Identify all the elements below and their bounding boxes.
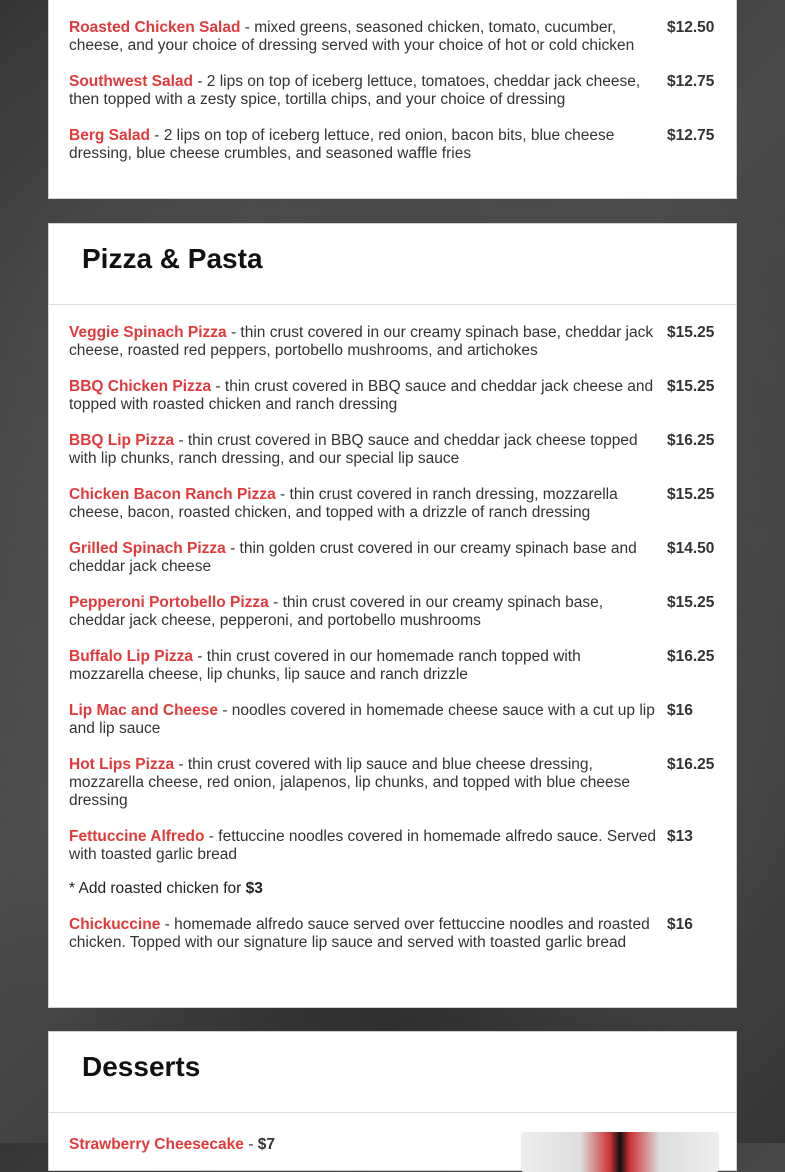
item-price: $16 xyxy=(667,916,693,933)
item-name: Pepperoni Portobello Pizza xyxy=(69,594,269,611)
pizza-pasta-card xyxy=(48,223,737,1008)
menu-item xyxy=(69,540,717,576)
item-name: Chickuccine xyxy=(69,916,161,933)
salads-card xyxy=(48,0,737,199)
menu-item xyxy=(69,127,717,163)
item-price: $13 xyxy=(667,828,693,845)
item-name: Fettuccine Alfredo xyxy=(69,828,205,845)
menu-item xyxy=(69,756,717,810)
item-description: - thin crust covered in BBQ sauce and cheddar jack cheese and topped with roasted chicken and ranch dressing xyxy=(69,378,654,413)
item-name: BBQ Lip Pizza xyxy=(69,432,175,449)
item-price: $7 xyxy=(257,1136,275,1153)
item-description: - homemade alfredo sauce served over fettuccine noodles and roasted chicken. Topped with our signature lip sauce and served with toasted garlic bread xyxy=(69,916,650,951)
item-description: - mixed greens, seasoned chicken, tomato, cucumber, cheese, and your choice of dressing served with your choice of hot or cold chicken xyxy=(69,19,635,54)
item-description: - thin crust covered with lip sauce and blue cheese dressing, mozzarella cheese, red onion, jalapenos, lip chunks, and topped with blue cheese dressing xyxy=(69,756,630,809)
menu-item xyxy=(69,486,717,522)
item-price: $12.75 xyxy=(667,127,715,144)
section-header xyxy=(49,224,736,305)
menu-item xyxy=(69,828,717,864)
menu-item xyxy=(69,594,717,630)
section-title: Desserts xyxy=(82,1051,201,1082)
item-name: Hot Lips Pizza xyxy=(69,756,175,773)
add-on-note xyxy=(69,880,263,898)
menu-item xyxy=(69,648,717,684)
item-price: $12.75 xyxy=(667,73,715,90)
section-header xyxy=(49,1032,736,1113)
menu-item xyxy=(69,702,717,738)
item-price: $15.25 xyxy=(667,594,715,611)
item-price: $14.50 xyxy=(667,540,715,557)
item-name: Southwest Salad xyxy=(69,73,194,90)
item-name: Veggie Spinach Pizza xyxy=(69,324,227,341)
item-description: - 2 lips on top of iceberg lettuce, tomatoes, cheddar jack cheese, then topped with a zesty spice, tortilla chips, and your choice of dressing xyxy=(69,73,641,108)
item-name: Lip Mac and Cheese xyxy=(69,702,219,719)
item-price: $16.25 xyxy=(667,756,715,773)
item-description: - noodles covered in homemade cheese sauce with a cut up lip and lip sauce xyxy=(69,702,655,737)
item-price: $15.25 xyxy=(667,486,715,503)
item-price: $15.25 xyxy=(667,324,715,341)
menu-item xyxy=(69,916,717,952)
item-description: - 2 lips on top of iceberg lettuce, red onion, bacon bits, blue cheese dressing, blue cheese crumbles, and seasoned waffle fries xyxy=(69,127,615,162)
item-price: $16.25 xyxy=(667,648,715,665)
menu-item xyxy=(69,73,717,109)
item-description: - thin crust covered in BBQ sauce and cheddar jack cheese topped with lip chunks, ranch dressing, and our special lip sauce xyxy=(69,432,638,467)
menu-item xyxy=(69,378,717,414)
section-title: Pizza & Pasta xyxy=(82,243,263,274)
item-description: - fettuccine noodles covered in homemade alfredo sauce. Served with toasted garlic bread xyxy=(69,828,656,863)
item-price: $12.50 xyxy=(667,19,715,36)
note-text: * Add roasted chicken for xyxy=(69,880,246,897)
desserts-card xyxy=(48,1031,737,1171)
item-name: Chicken Bacon Ranch Pizza xyxy=(69,486,276,503)
item-name: BBQ Chicken Pizza xyxy=(69,378,212,395)
dessert-photo xyxy=(521,1132,719,1172)
item-description: - thin crust covered in our creamy spinach base, cheddar jack cheese, pepperoni, and portobello mushrooms xyxy=(69,594,604,629)
menu-item xyxy=(69,19,717,55)
item-name: Roasted Chicken Salad xyxy=(69,19,241,36)
item-description: - thin golden crust covered in our creamy spinach base and cheddar jack cheese xyxy=(69,540,637,575)
menu-item xyxy=(69,324,717,360)
item-description: - thin crust covered in ranch dressing, mozzarella cheese, bacon, roasted chicken, and topped with a drizzle of ranch dressing xyxy=(69,486,618,521)
menu-item xyxy=(69,432,717,468)
item-separator: - xyxy=(243,1136,258,1153)
item-name: Buffalo Lip Pizza xyxy=(69,648,193,665)
item-price: $16.25 xyxy=(667,432,715,449)
item-name: Grilled Spinach Pizza xyxy=(69,540,226,557)
item-price: $16 xyxy=(667,702,693,719)
note-price: $3 xyxy=(245,880,263,897)
item-description: - thin crust covered in our creamy spinach base, cheddar jack cheese, roasted red peppers, portobello mushrooms, and artichokes xyxy=(69,324,654,359)
item-name: Strawberry Cheesecake xyxy=(69,1136,244,1153)
item-name: Berg Salad xyxy=(69,127,150,144)
item-description: - thin crust covered in our homemade ranch topped with mozzarella cheese, lip chunks, lip sauce and ranch drizzle xyxy=(69,648,581,683)
item-price: $15.25 xyxy=(667,378,715,395)
